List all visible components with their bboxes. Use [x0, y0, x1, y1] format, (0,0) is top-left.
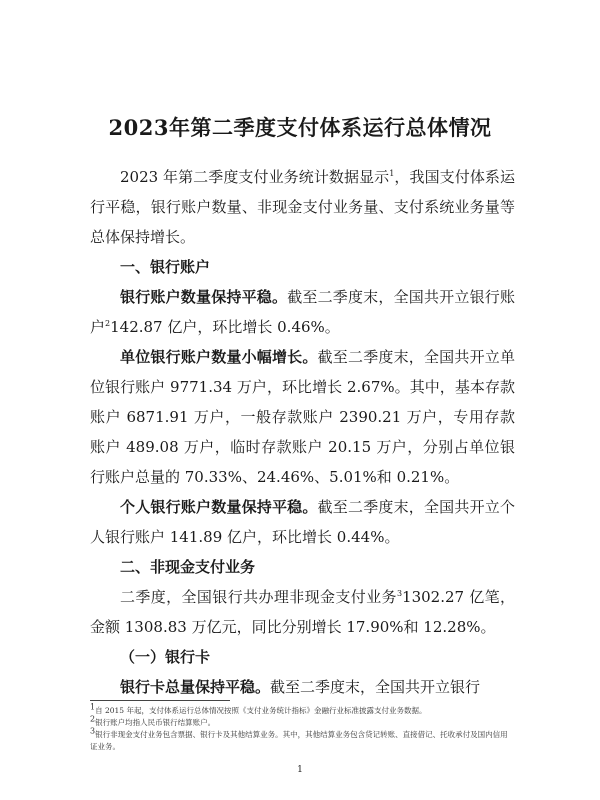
paragraph-personal-accounts [90, 492, 515, 552]
paragraph-text: 截至二季度末，全国共开立单位银行账户 9771.34 万户，环比增长 2.67%。其中，基本存款账户 6871.91 万户，一般存款账户 2390.21 万户，专用存款账户 489.08 万户，临时存款账户 20.15 万户，分别占单位银行账户总量的 70.33%、24.46%、5.01%和 0.21%。 [90, 348, 515, 486]
paragraph-text: 142.87 亿户，环比增长 0.46%。 [110, 318, 340, 336]
lead-sentence: 银行卡总量保持平稳。 [120, 678, 271, 696]
lead-sentence: 单位银行账户数量小幅增长。 [120, 348, 318, 366]
section-heading-non-cash-payment: 二、非现金支付业务 [120, 558, 256, 576]
footnote-2 [90, 714, 515, 729]
footnote-ref-1[interactable]: 1 [389, 169, 395, 178]
footnote-text: 银行非现金支付业务包含票据、银行卡及其他结算业务。其中，其他结算业务包含贷记转账、直接借记、托收承付及国内信用证业务。 [90, 730, 508, 751]
paragraph-unit-accounts [90, 342, 515, 492]
footnote-ref-2[interactable]: 2 [105, 319, 111, 328]
footnote-1 [90, 702, 515, 717]
paragraph-non-cash-total [90, 582, 515, 642]
intro-paragraph [90, 162, 515, 252]
section-heading-bank-accounts: 一、银行账户 [120, 258, 211, 276]
intro-text-b: ，我国支付体系运行平稳，银行账户数量、非现金支付业务量、支付系统业务量等总体保持增长。 [90, 168, 515, 246]
document-title: 2023年第二季度支付体系运行总体情况 [108, 115, 492, 140]
lead-sentence: 银行账户数量保持平稳。 [120, 288, 288, 306]
footnote-text: 自 2015 年起，支付体系运行总体情况按照《支付业务统计指标》金融行业标准披露支付业务数据。 [95, 706, 427, 715]
paragraph-bank-card-total [90, 672, 515, 702]
footnote-number: 1 [90, 702, 96, 712]
page-number: 1 [297, 765, 303, 775]
footnote-number: 3 [90, 726, 96, 736]
document-body [90, 162, 515, 702]
footnote-text: 银行账户均指人民币银行结算账户。 [95, 718, 216, 727]
lead-sentence: 个人银行账户数量保持平稳。 [120, 498, 318, 516]
footnotes [90, 702, 515, 753]
paragraph-text: 截至二季度末，全国共开立个人银行账户 141.89 亿户，环比增长 0.44%。 [90, 498, 515, 546]
paragraph-text: 二季度，全国银行共办理非现金支付业务 [120, 588, 397, 606]
intro-text-a: 2023 年第二季度支付业务统计数据显示 [120, 168, 390, 186]
paragraph-text: 截至二季度末，全国共开立银行账户 [90, 288, 515, 336]
footnote-divider [90, 700, 230, 701]
footnote-ref-3[interactable]: 3 [396, 589, 403, 598]
paragraph-text: 1302.27 亿笔，金额 1308.83 万亿元，同比分别增长 17.90%和 12.28%。 [90, 588, 515, 636]
paragraph-text: 截至二季度末，全国共开立银行 [270, 678, 481, 696]
footnote-3 [90, 726, 515, 753]
subsection-heading-bank-card: （一）银行卡 [120, 648, 211, 666]
footnote-number: 2 [90, 714, 96, 724]
paragraph-bank-account-total [90, 282, 515, 342]
